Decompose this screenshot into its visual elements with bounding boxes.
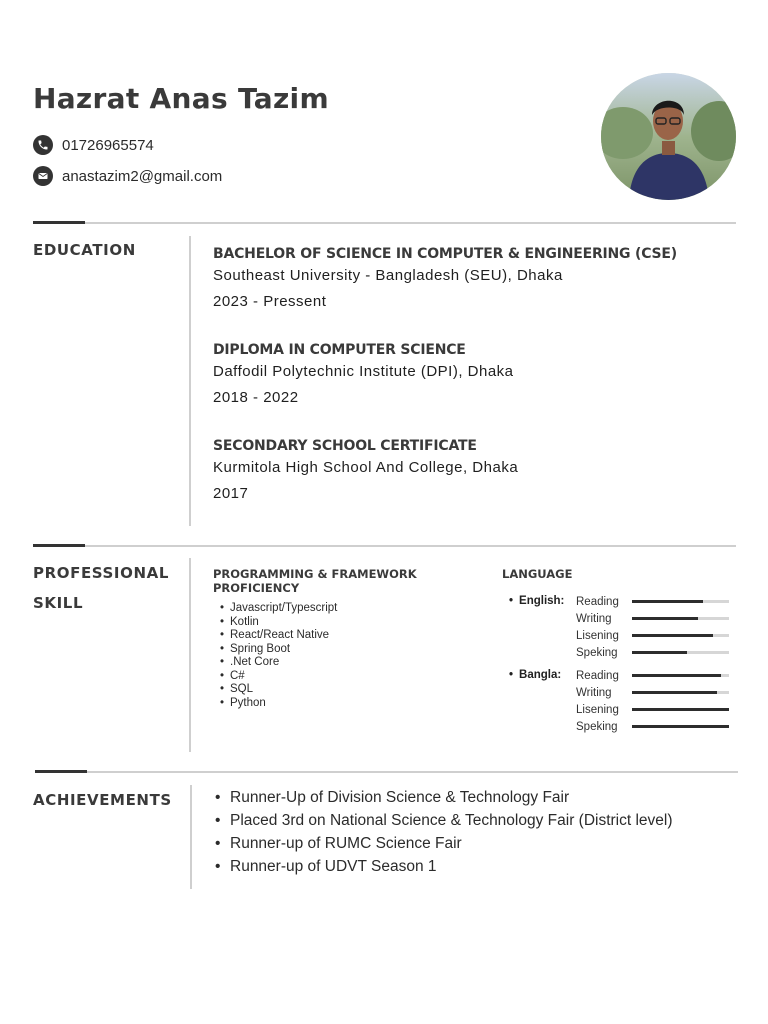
skill-bar bbox=[632, 600, 729, 603]
programming-list bbox=[218, 602, 337, 710]
institution: Daffodil Polytechnic Institute (DPI), Dhaka bbox=[213, 363, 514, 380]
skill-bar bbox=[632, 651, 729, 654]
list-item: • Runner-Up of Division Science & Technology Fair bbox=[215, 786, 673, 809]
skill-bar bbox=[632, 634, 729, 637]
skill-label: Lisening bbox=[576, 703, 619, 716]
years: 2017 bbox=[213, 485, 249, 502]
language-skill-row bbox=[576, 644, 731, 661]
list-item: • Runner-up of RUMC Science Fair bbox=[215, 832, 673, 855]
skill-bar bbox=[632, 725, 729, 728]
skill-bar bbox=[632, 674, 729, 677]
achievements-vertical-divider bbox=[190, 785, 192, 889]
skills-vertical-divider bbox=[189, 558, 191, 752]
years: 2023 - Pressent bbox=[213, 293, 327, 310]
language-name-bangla: • Bangla: bbox=[509, 669, 561, 681]
list-item: • Kotlin bbox=[218, 616, 337, 630]
list-item: • SQL bbox=[218, 683, 337, 697]
language-skill-row bbox=[576, 684, 731, 701]
skill-bar-fill bbox=[632, 725, 729, 729]
list-item: • Spring Boot bbox=[218, 643, 337, 657]
years: 2018 - 2022 bbox=[213, 389, 299, 406]
education-item bbox=[213, 245, 677, 315]
skill-bar bbox=[632, 691, 729, 694]
education-item bbox=[213, 341, 514, 411]
skill-bar-fill bbox=[632, 617, 698, 621]
language-skill-row bbox=[576, 667, 731, 684]
divider-education bbox=[33, 222, 736, 224]
language-skill-row bbox=[576, 593, 731, 610]
education-heading: EDUCATION bbox=[33, 241, 136, 259]
email-address[interactable]: anastazim2@gmail.com bbox=[62, 167, 223, 185]
institution: Kurmitola High School And College, Dhaka bbox=[213, 459, 519, 476]
skills-heading bbox=[33, 558, 169, 618]
institution: Southeast University - Bangladesh (SEU), Dhaka bbox=[213, 267, 563, 284]
list-item: • Placed 3rd on National Science & Technology Fair (District level) bbox=[215, 809, 673, 832]
language-heading: LANGUAGE bbox=[502, 567, 573, 581]
degree-title: DIPLOMA IN COMPUTER SCIENCE bbox=[213, 342, 466, 358]
skill-label: Reading bbox=[576, 669, 619, 682]
phone-number[interactable]: 01726965574 bbox=[62, 136, 154, 154]
divider-achievements bbox=[35, 771, 738, 773]
skill-bar-fill bbox=[632, 651, 687, 655]
skill-label: Speking bbox=[576, 646, 618, 659]
skills-heading-line2: SKILL bbox=[33, 594, 84, 612]
language-skill-row bbox=[576, 701, 731, 718]
education-vertical-divider bbox=[189, 236, 191, 526]
skill-label: Writing bbox=[576, 686, 612, 699]
skill-bar-fill bbox=[632, 674, 721, 678]
skill-bar-fill bbox=[632, 600, 703, 604]
programming-heading-line2: PROFICIENCY bbox=[213, 581, 300, 595]
language-skill-row bbox=[576, 627, 731, 644]
list-item: • Runner-up of UDVT Season 1 bbox=[215, 855, 673, 878]
skill-bar bbox=[632, 708, 729, 711]
education-item bbox=[213, 437, 518, 507]
skill-label: Writing bbox=[576, 612, 612, 625]
email-icon bbox=[33, 166, 53, 186]
programming-heading bbox=[213, 567, 417, 595]
degree-title: BACHELOR OF SCIENCE IN COMPUTER & ENGINEERING (CSE) bbox=[213, 246, 677, 262]
skill-bar-fill bbox=[632, 691, 717, 695]
email-contact bbox=[33, 166, 222, 186]
language-skill-row bbox=[576, 610, 731, 627]
list-item: • Python bbox=[218, 697, 337, 711]
divider-skills bbox=[33, 545, 736, 547]
phone-icon bbox=[33, 135, 53, 155]
profile-photo bbox=[601, 73, 736, 200]
resume-name: Hazrat Anas Tazim bbox=[33, 82, 329, 115]
skill-label: Reading bbox=[576, 595, 619, 608]
language-skill-row bbox=[576, 718, 731, 735]
skill-bar bbox=[632, 617, 729, 620]
degree-title: SECONDARY SCHOOL CERTIFICATE bbox=[213, 438, 477, 454]
language-name-english: • English: bbox=[509, 595, 564, 607]
skill-label: Lisening bbox=[576, 629, 619, 642]
programming-heading-line1: PROGRAMMING & FRAMEWORK bbox=[213, 567, 417, 581]
skill-label: Speking bbox=[576, 720, 618, 733]
skills-heading-line1: PROFESSIONAL bbox=[33, 564, 169, 582]
list-item: • Javascript/Typescript bbox=[218, 602, 337, 616]
list-item: • React/React Native bbox=[218, 629, 337, 643]
phone-contact bbox=[33, 135, 154, 155]
skill-bar-fill bbox=[632, 634, 713, 638]
achievements-heading: ACHIEVEMENTS bbox=[33, 791, 172, 809]
list-item: • C# bbox=[218, 670, 337, 684]
skill-bar-fill bbox=[632, 708, 729, 712]
list-item: • .Net Core bbox=[218, 656, 337, 670]
achievements-list bbox=[215, 786, 673, 878]
